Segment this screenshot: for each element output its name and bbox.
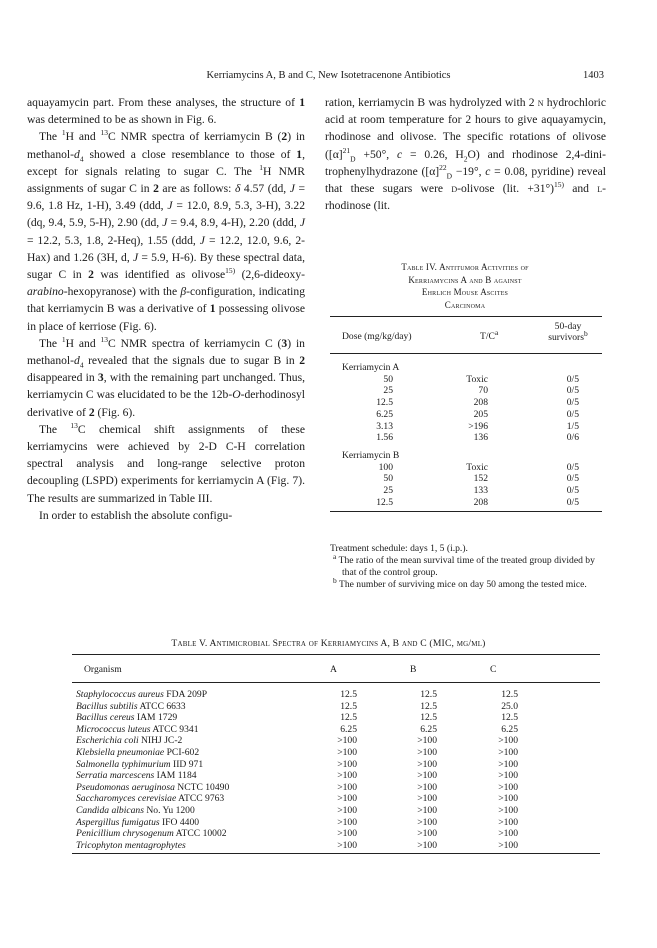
table5-mic-b-cell: >100 (417, 735, 437, 747)
table4-survivors-cell: 0/5 (566, 408, 579, 420)
table5-organism-cell: Staphylococcus aureus FDA 209P (76, 689, 208, 700)
table5-mic-b-cell: 12.5 (420, 712, 437, 724)
table-row (330, 485, 602, 497)
table5-mic-a-cell: >100 (337, 758, 357, 770)
table5-mic-a-cell: >100 (337, 828, 357, 840)
table-row (72, 759, 600, 771)
table5-mic-b-cell: >100 (417, 758, 437, 770)
table5-mic-c-cell: >100 (498, 839, 518, 851)
table4-dose-cell: 12.5 (376, 496, 393, 508)
table4-caption-line: Kerriamycins A and B against (408, 274, 522, 285)
table4-caption (330, 261, 600, 311)
table-row (72, 770, 600, 782)
table4-top-rule (330, 316, 602, 317)
table5-organism-cell: Candida albicans No. Yu 1200 (76, 805, 195, 816)
table4-group-label (330, 362, 602, 374)
table5-mic-b-cell: >100 (417, 828, 437, 840)
table5-mic-c-cell: >100 (498, 781, 518, 793)
left-text-column (27, 94, 305, 524)
table-row (72, 805, 600, 817)
table-row (330, 409, 602, 421)
table-row (330, 421, 602, 433)
table-row (72, 724, 600, 736)
table4-survivors-cell: 0/5 (566, 461, 579, 473)
table5-header-b: B (410, 664, 417, 675)
table5-mic-b-cell: >100 (417, 793, 437, 805)
table4-footnotes (330, 543, 610, 591)
table5-mic-a-cell: >100 (337, 816, 357, 828)
table5-top-rule (72, 654, 600, 655)
table4-dose-cell: 50 (383, 473, 393, 485)
table5-mic-a-cell: >100 (337, 735, 357, 747)
table5-bottom-rule (72, 853, 600, 854)
table4-tc-cell: 208 (473, 496, 488, 508)
footnote-b: $^b$ The number of surviving mice on day 50 among the tested mice. (333, 575, 587, 590)
table-row (330, 432, 602, 444)
table-row (72, 735, 600, 747)
page-number: 1403 (583, 70, 604, 81)
table4-dose-cell: 3.13 (376, 420, 393, 432)
table4-survivors-cell: 0/5 (566, 473, 579, 485)
table-row (72, 840, 600, 852)
table5-mic-b-cell: >100 (417, 805, 437, 816)
table5-mic-c-cell: >100 (498, 805, 518, 816)
table-row (72, 793, 600, 805)
table4-dose-cell: 1.56 (376, 432, 393, 444)
table5-mic-a-cell: >100 (337, 793, 357, 805)
table-row (330, 374, 602, 386)
table4-dose-cell: 50 (383, 373, 393, 385)
table4-survivors-cell: 0/5 (566, 496, 579, 508)
table-row (330, 397, 602, 409)
table5-organism-cell: Micrococcus luteus ATCC 9341 (76, 723, 199, 735)
table5-organism-cell: Bacillus subtilis ATCC 6633 (76, 700, 186, 712)
footnote-schedule: Treatment schedule: days 1, 5 (i.p.). (330, 543, 468, 554)
table4-dose-cell: 25 (383, 485, 393, 496)
table-row (72, 782, 600, 794)
table5-organism-cell: Penicillium chrysogenum ATCC 10002 (76, 828, 227, 840)
table5-organism-cell: Bacillus cereus IAM 1729 (76, 712, 178, 724)
table4-group-label (330, 450, 602, 462)
table5-header-rule (72, 682, 600, 683)
table4-survivors-cell: 0/5 (566, 373, 579, 385)
table-row (72, 701, 600, 713)
table5-mic-c-cell: >100 (498, 735, 518, 747)
table5-mic-b-cell: >100 (417, 781, 437, 793)
table5-organism-cell: Klebsiella pneumoniae PCI-602 (76, 747, 200, 758)
table-row (72, 689, 600, 701)
table4-survivors-cell: 1/5 (566, 420, 579, 432)
table4-tc-cell: Toxic (466, 461, 488, 473)
table5-mic-c-cell: >100 (498, 770, 518, 782)
table4-header-dose: Dose (mg/kg/day) (342, 331, 412, 342)
table4-caption-line: Table IV. Antitumor Activities of (401, 262, 529, 272)
table5-mic-b-cell: 12.5 (420, 700, 437, 712)
table5-organism-cell: Aspergillus fumigatus IFO 4400 (76, 816, 200, 828)
footnote-a: $^a$ The ratio of the mean survival time of the treated group divided by that of the control group. (333, 551, 595, 578)
table4-survivors-cell: 0/5 (566, 397, 579, 409)
table5-mic-a-cell: >100 (337, 839, 357, 851)
table5-organism-cell: Pseudomonas aeruginosa NCTC 10490 (76, 781, 230, 793)
table5-mic-c-cell: 6.25 (501, 723, 518, 735)
table5-caption: Table V. Antimicrobial Spectra of Kerriamycins A, B and C (MIC, μg/ml) (171, 638, 486, 649)
table5-mic-a-cell: >100 (337, 770, 357, 782)
left-paragraph: The $^{13}$C chemical shift assignments of these kerriamycins were achieved by 2-D C-H correlation spectral analysis and long-range selective proton decoupling (LSPD) experiments for kerriamycin A (Fig. 7). The results are summarized in Table III. (27, 421, 305, 505)
table5-mic-b-cell: >100 (417, 770, 437, 782)
table4-header-rule (330, 353, 602, 354)
table5-mic-a-cell: 6.25 (340, 723, 357, 735)
table4-group-name: Kerriamycin A (342, 362, 400, 373)
table5-mic-a-cell: 12.5 (340, 689, 357, 700)
left-paragraph: In order to establish the absolute configu- (39, 508, 233, 522)
table4-tc-cell: 152 (473, 473, 488, 485)
table4-tc-cell: Toxic (466, 373, 488, 385)
table4-dose-cell: 12.5 (376, 397, 393, 409)
table5-header-c: C (490, 664, 497, 675)
table4-dose-cell: 6.25 (376, 408, 393, 420)
left-paragraph: The $^1$H and $^{13}$C NMR spectra of kerriamycin C (3) in methanol-$d_4$ revealed that the signals due to sugar B in 2 disappeared in 3, with the remaining part unchanged. Thus, kerriamycin C was elucidated to be the 12b-O-derhodinosyl derivative of 2 (Fig. 6). (27, 334, 305, 419)
table5-mic-b-cell: 12.5 (420, 689, 437, 700)
table-row (330, 497, 602, 509)
table5-header-a: A (330, 664, 337, 675)
table5-organism-cell: Saccharomyces cerevisiae ATCC 9763 (76, 793, 225, 805)
table5-mic-c-cell: >100 (498, 758, 518, 770)
running-title: Kerriamycins A, B and C, New Isotetracenone Antibiotics (206, 70, 451, 81)
table4-tc-cell: 133 (473, 485, 488, 496)
table-row (72, 712, 600, 724)
right-text-column (325, 94, 606, 214)
table-row (330, 385, 602, 397)
table5-organism-cell: Escherichia coli NIHJ JC-2 (76, 735, 183, 747)
table4-tc-cell: >196 (468, 420, 488, 432)
table5-mic-a-cell: 12.5 (340, 712, 357, 724)
table5-header-organism: Organism (84, 664, 122, 675)
table5-mic-c-cell: >100 (498, 793, 518, 805)
table4-survivors-cell: 0/6 (566, 432, 579, 444)
table5-mic-b-cell: >100 (417, 839, 437, 851)
table5-mic-b-cell: >100 (417, 747, 437, 758)
table5-mic-c-cell: 12.5 (501, 689, 518, 700)
table4-tc-cell: 205 (473, 408, 488, 420)
table4-dose-cell: 25 (383, 385, 393, 397)
table-row (72, 817, 600, 829)
running-header (0, 70, 657, 84)
table5-organism-cell: Salmonella typhimurium IID 971 (76, 758, 204, 770)
table5-mic-c-cell: >100 (498, 816, 518, 828)
table4-tc-cell: 70 (478, 385, 488, 397)
table-row (72, 747, 600, 759)
table5-mic-a-cell: >100 (337, 805, 357, 816)
right-paragraph: ration, kerriamycin B was hydrolyzed with 2 n hydrochloric acid at room temperature for 2 hours to give aquayamycin, rhodinose and olivose. The specific rotations of olivose ($[\alpha]^{21}_D +50^\circ$, c = 0.26, $H_2O$) and rhodinose 2,4-dinitrophenylhydrazone ($[\alpha]^{22}_D -19^\circ$, c = 0.08, pyridine) reveal that these sugars were d-olivose (lit. +31°)$^{15)}$ and l-rhodinose (lit. (325, 96, 606, 213)
table-row (72, 828, 600, 840)
table-row (330, 462, 602, 474)
left-paragraph: The $^1$H and $^{13}$C NMR spectra of kerriamycin B (2) in methanol-$d_4$ showed a close resemblance to those of 1, except for signals relating to sugar C. The $^1$H NMR assignments of sugar C in 2 are as follows: δ 4.57 (dd, J = 9.6, 1.8 Hz, 1-H), 3.49 (ddd, J = 12.0, 8.9, 5.3, 3-H), 3.22 (dq, 9.4, 5.9, 5-H), 2.90 (dd, J = 9.4, 8.9, 4-H), 2.20 (ddd, J = 12.2, 5.3, 1.8, 2-Heq), 1.55 (ddd, J = 12.2, 12.0, 9.6, 2-Hax) and 1.26 (3H, d, J = 5.9, H-6). By these spectral data, sugar C in 2 was identified as olivose$^{15)}$ (2,6-dideoxy-arabino-hexopyranose) with the β-configuration, indicating that kerriamycin B was a derivative of 1 possessing olivose in place of kerriose (Fig. 6). (27, 128, 306, 333)
table5-mic-b-cell: 6.25 (420, 723, 437, 735)
table5-organism-cell: Tricophyton mentagrophytes (76, 839, 186, 851)
table5-mic-a-cell: >100 (337, 747, 357, 758)
left-paragraph: aquayamycin part. From these analyses, the structure of 1 was determined to be as shown in Fig. 6. (27, 96, 305, 127)
table4-caption-line: Carcinoma (444, 299, 486, 310)
table4-header-survivors: 50-day survivors$^b$ (548, 321, 588, 343)
table4-bottom-rule (330, 511, 602, 512)
table5-mic-c-cell: >100 (498, 828, 518, 840)
table4-tc-cell: 136 (473, 432, 488, 444)
table-row (330, 473, 602, 485)
table5-mic-a-cell: >100 (337, 781, 357, 793)
table5-organism-cell: Serratia marcescens IAM 1184 (76, 770, 197, 782)
table4-survivors-cell: 0/5 (566, 485, 579, 496)
table4-tc-cell: 208 (473, 397, 488, 409)
table5-mic-b-cell: >100 (417, 816, 437, 828)
table4-header-tc: $T/C^a$ (480, 327, 499, 342)
table5-mic-c-cell: 25.0 (501, 700, 518, 712)
table4-caption-line: Ehrlich Mouse Ascites (421, 287, 509, 297)
table4-group-name: Kerriamycin B (342, 449, 400, 461)
table5-mic-c-cell: >100 (498, 747, 518, 758)
table4-dose-cell: 100 (378, 461, 393, 473)
table5-mic-a-cell: 12.5 (340, 700, 357, 712)
table5-mic-c-cell: 12.5 (501, 712, 518, 724)
table4-survivors-cell: 0/5 (566, 385, 579, 397)
